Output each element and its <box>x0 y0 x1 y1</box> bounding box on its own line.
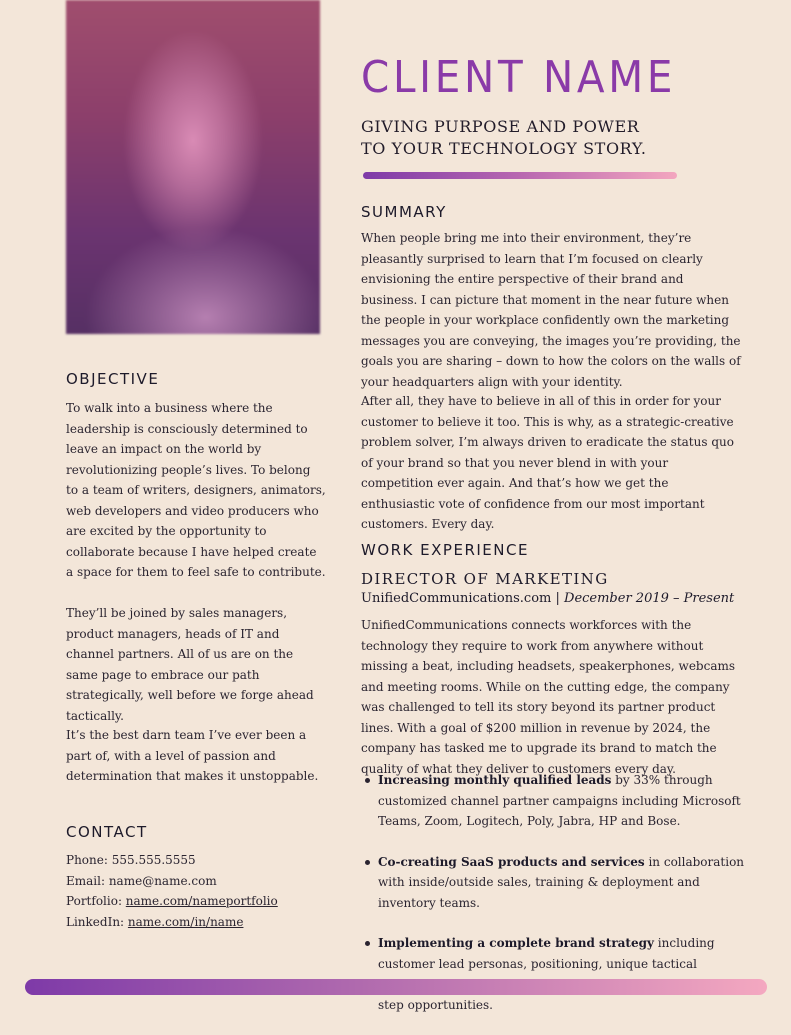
objective-paragraph-1: To walk into a business where the leadership is consciously determined to leave an impact on the world by revolutionizing people’s lives. To belong to a team of writers, designers, animators, web developers and video producers who are excited by the opportunity to collaborate because I have helped create a space for them to feel safe to contribute. <box>66 401 326 579</box>
portfolio-link[interactable]: name.com/nameportfolio <box>125 894 278 908</box>
job-meta <box>361 591 734 606</box>
achievement-bold: Implementing a complete brand strategy <box>378 936 654 950</box>
achievement-text: by 33% through customized channel partner campaigns including Microsoft Teams, Zoom, Logitech, Poly, Jabra, HP and Bose. <box>378 773 741 828</box>
contact-linkedin <box>66 912 278 933</box>
tagline <box>361 116 691 160</box>
contact-heading: CONTACT <box>66 823 148 841</box>
objective-paragraph-2: They’ll be joined by sales managers, product managers, heads of IT and channel partners. All of us are on the same page to embrace our path strategically, well before we forge ahead tactically. <box>66 606 314 723</box>
phone-label: Phone: <box>66 853 112 867</box>
achievement-text: including customer lead personas, positioning, unique tactical step opportunities. <box>378 936 715 1012</box>
phone-value: 555.555.5555 <box>111 853 196 867</box>
portfolio-label: Portfolio: <box>66 894 126 908</box>
footer-accent-bar <box>25 979 767 995</box>
job-description: UnifiedCommunications connects workforces with the technology they require to work from anywhere without missing a beat, including headsets, speakerphones, webcams and meeting rooms. While on the cutting edge, the company was challenged to tell its story beyond its partner product lines. With a goal of $200 million in revenue by 2024, the company has tasked me to upgrade its brand to match the quality of what they deliver to customers every day. <box>361 618 736 776</box>
achievements-list <box>361 770 751 1035</box>
achievement-bold: Co-creating SaaS products and services <box>378 854 645 869</box>
contact-portfolio <box>66 891 278 912</box>
achievement-item <box>361 852 751 914</box>
job-title: DIRECTOR OF MARKETING <box>361 570 609 588</box>
achievement-item <box>361 770 751 832</box>
summary-paragraph-2: After all, they have to believe in all of this in order for your customer to believe it too. This is why, as a strategic-creative problem solver, I’m always driven to eradicate the status quo of your brand so that you never blend in with your competition ever again. And that’s how we get the enthusiastic vote of confidence from our most important customers. Every day. <box>361 394 734 531</box>
contact-list <box>66 850 278 932</box>
tagline-line-1: GIVING PURPOSE AND POWER <box>361 117 640 136</box>
profile-photo <box>66 0 320 334</box>
objective-paragraph-3: It’s the best darn team I’ve ever been a part of, with a level of passion and determination that makes it unstoppable. <box>66 728 319 783</box>
achievement-text: in collaboration with inside/outside sales, training & deployment and inventory teams. <box>378 854 745 910</box>
email-value: name@name.com <box>108 873 217 888</box>
contact-email <box>66 871 278 892</box>
contact-phone <box>66 850 278 871</box>
linkedin-link[interactable]: name.com/in/name <box>127 914 244 929</box>
summary-paragraph-1: When people bring me into their environment, they’re pleasantly surprised to learn that I’m focused on clearly envisioning the entire perspective of their brand and business. I can picture that moment in the near future when the people in your workplace confidently own the marketing messages you are conveying, the images you’re providing, the goals you are sharing – down to how the colors on the walls of your headquarters align with your identity. <box>361 231 741 389</box>
client-name: CLIENT NAME <box>361 52 677 103</box>
objective-heading: OBJECTIVE <box>66 370 160 388</box>
achievement-bold: Increasing monthly qualified leads <box>378 773 612 787</box>
job-separator: | <box>551 591 565 606</box>
work-experience-heading: WORK EXPERIENCE <box>361 541 529 559</box>
job-dates: December 2019 – Present <box>564 591 735 606</box>
header-accent-bar <box>363 172 677 179</box>
summary-heading: SUMMARY <box>361 203 447 221</box>
achievement-item <box>361 933 751 1015</box>
email-label: Email: <box>66 873 109 888</box>
tagline-line-2: TO YOUR TECHNOLOGY STORY. <box>361 139 647 158</box>
linkedin-label: LinkedIn: <box>66 914 128 929</box>
company-name: UnifiedCommunications.com <box>361 591 552 606</box>
